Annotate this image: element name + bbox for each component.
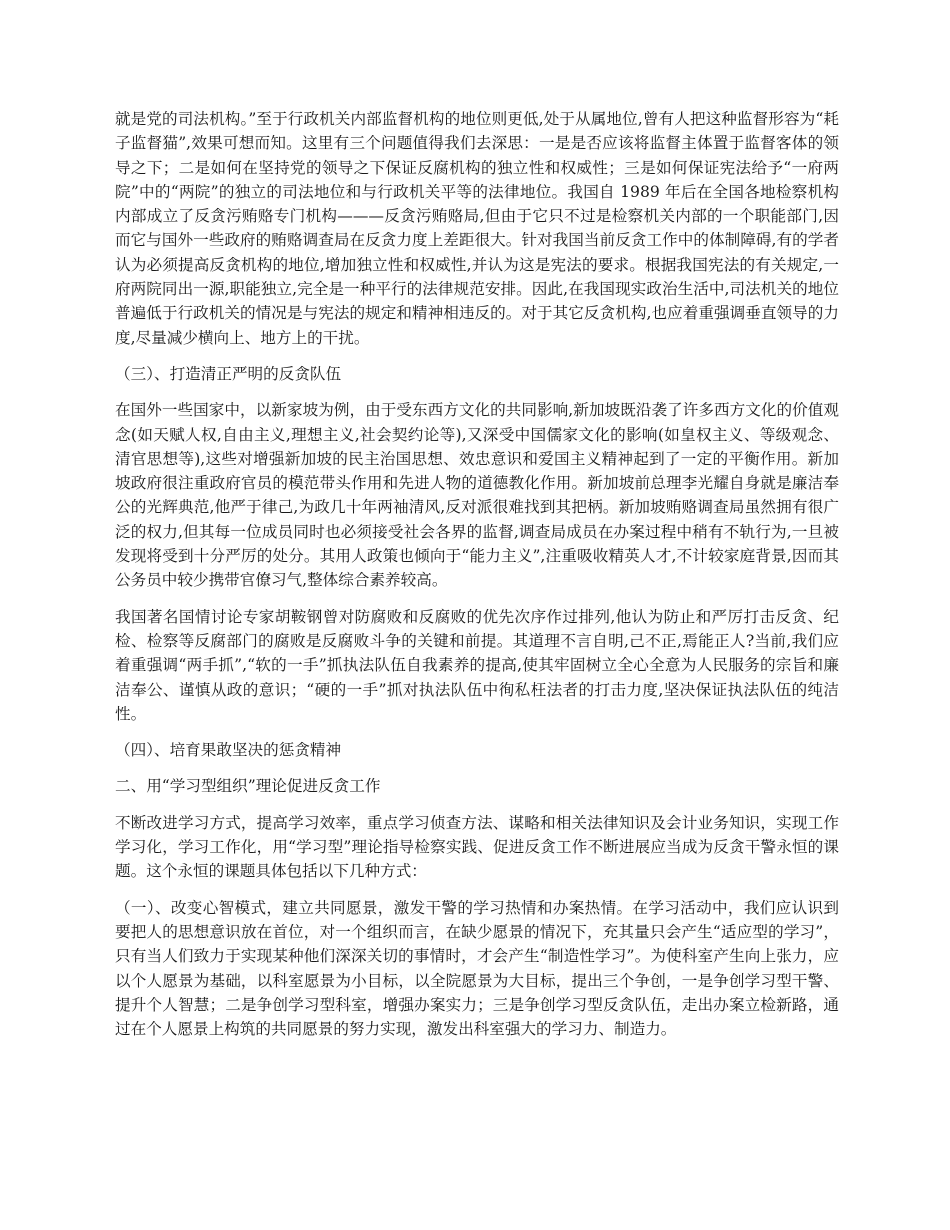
section-heading: 二、用“学习型组织”理论促进反贪工作 <box>115 777 381 796</box>
body-paragraph: 不断改进学习方式，提高学习效率，重点学习侦查方法、谋略和相关法律知识及会计业务知识，实现工作学习化，学习工作化，用“学习型”理论指导检察实践、促进反贪工作不断进展应当成为反贪干警永恒的课题。这个永恒的课题具体包括以下几种方式： <box>115 813 839 881</box>
body-paragraph: 我国著名国情讨论专家胡鞍钢曾对防腐败和反腐败的优先次序作过排列,他认为防止和严厉打击反贪、纪检、检察等反腐部门的腐败是反腐败斗争的关键和前提。其道理不言自明,己不正,焉能正人?当前,我们应着重强调“两手抓”,“软的一手”抓执法队伍自我素养的提高,使其牢固树立全心全意为人民服务的宗旨和廉洁奉公、谨慎从政的意识；“硬的一手”抓对执法队伍中徇私枉法者的打击力度,坚决保证执法队伍的纯洁性。 <box>115 607 839 723</box>
body-paragraph: （一）、改变心智模式，建立共同愿景，激发干警的学习热情和办案热情。在学习活动中，我们应认识到要把人的思想意识放在首位，对一个组织而言，在缺少愿景的情况下，充其量只会产生“适应型的学习”，只有当人们致力于实现某种他们深深关切的事情时，才会产生“制造性学习”。为使科室产生向上张力，应以个人愿景为基础，以科室愿景为小目标，以全院愿景为大目标，提出三个争创，一是争创学习型干警、提升个人智慧；二是争创学习型科室，增强办案实力；三是争创学习型反贪队伍，走出办案立检新路，通过在个人愿景上构筑的共同愿景的努力实现，激发出科室强大的学习力、制造力。 <box>115 898 839 1039</box>
body-paragraph: 就是党的司法机构。”至于行政机关内部监督机构的地位则更低,处于从属地位,曾有人把这种监督形容为“耗子监督猫”,效果可想而知。这里有三个问题值得我们去深思：一是是否应该将监督主体置于监督客体的领导之下；二是如何在坚持党的领导之下保证反腐机构的独立性和权威性；三是如何保证宪法给予“一府两院”中的“两院”的独立的司法地位和与行政机关平等的法律地位。我国自 1989 年后在全国各地检察机构内部成立了反贪污贿赂专门机构———反贪污贿赂局,但由于它只不过是检察机关内部的一个职能部门,因而它与国外一些政府的贿赂调查局在反贪力度上差距很大。针对我国当前反贪工作中的体制障碍,有的学者认为必须提高反贪机构的地位,增加独立性和权威性,并认为这是宪法的要求。根据我国宪法的有关规定,一府两院同出一源,职能独立,完全是一种平行的法律规范安排。因此,在我国现实政治生活中,司法机关的地位普遍低于行政机关的情况是与宪法的规定和精神相违反的。对于其它反贪机构,也应着重强调垂直领导的力度,尽量减少横向上、地方上的干扰。 <box>115 110 839 347</box>
document-page <box>115 107 839 1053</box>
body-paragraph: 在国外一些国家中，以新家坡为例，由于受东西方文化的共同影响,新加坡既沿袭了许多西方文化的价值观念(如天赋人权,自由主义,理想主义,社会契约论等),又深受中国儒家文化的影响(如皇权主义、等级观念、清官思想等),这些对增强新加坡的民主治国思想、效忠意识和爱国主义精神起到了一定的平衡作用。新加坡政府很注重政府官员的模范带头作用和先进人物的道德教化作用。新加坡前总理李光耀自身就是廉洁奉公的光辉典范,他严于律己,为政几十年两袖清风,反对派很难找到其把柄。新加坡贿赂调查局虽然拥有很广泛的权力,但其每一位成员同时也必须接受社会各界的监督,调查局成员在办案过程中稍有不轨行为,一旦被发现将受到十分严厉的处分。其用人政策也倾向于“能力主义”,注重吸收精英人才,不计较家庭背景,因而其公务员中较少携带官僚习气,整体综合素养较高。 <box>115 401 839 590</box>
section-heading: （三）、打造清正严明的反贪队伍 <box>115 364 342 383</box>
section-heading: （四）、培育果敢坚决的惩贪精神 <box>115 741 342 760</box>
